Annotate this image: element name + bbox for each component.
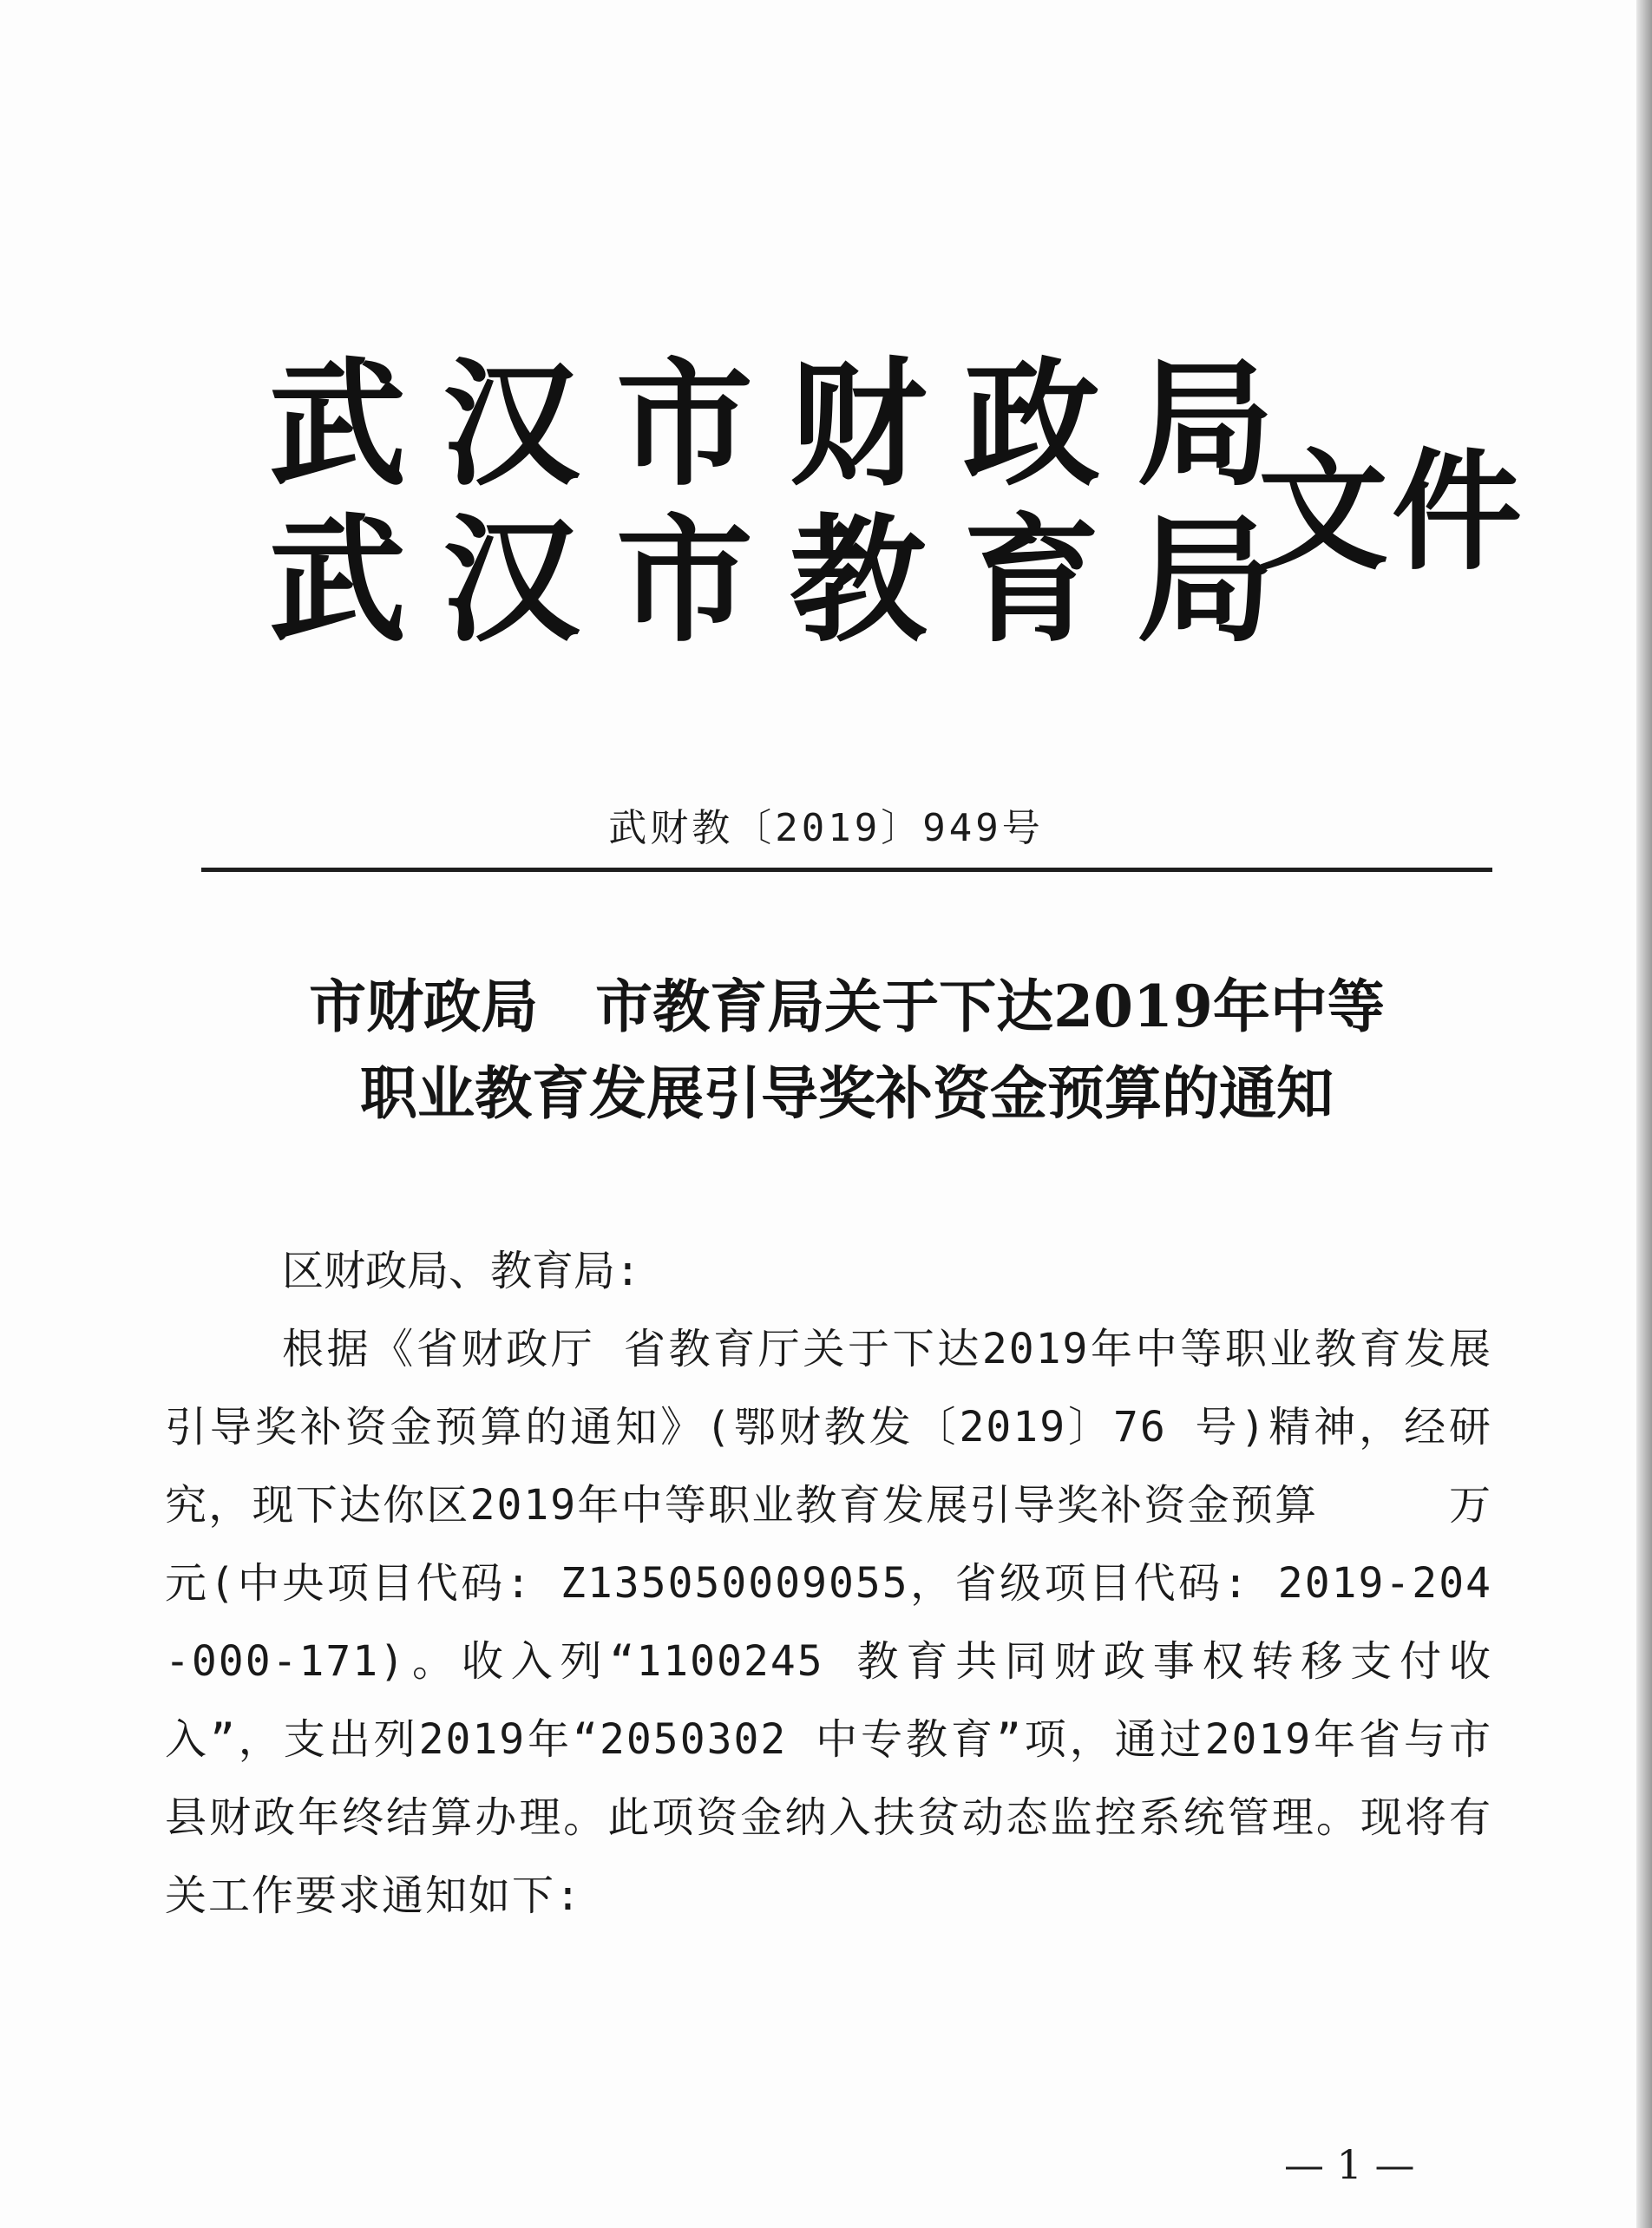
document-body — [165, 1232, 1492, 1935]
issuing-authorities — [269, 344, 1310, 661]
page-number: — 1 — — [1284, 2141, 1415, 2188]
document-number: 武财教〔2019〕949号 — [608, 806, 1044, 850]
title-line-1: 市财政局 市教育局关于下达2019年中等 — [309, 973, 1385, 1040]
document-type-label: 文件 — [1258, 436, 1526, 588]
title-line-2: 职业教育发展引导奖补资金预算的通知 — [360, 1059, 1334, 1127]
letterhead — [269, 344, 1526, 685]
scan-edge-shadow — [1636, 0, 1652, 2228]
addressee: 区财政局、教育局: — [282, 1247, 640, 1295]
header-divider-line — [201, 868, 1492, 872]
document-title — [201, 963, 1492, 1137]
issuer-finance-bureau: 武汉市财政局 — [269, 344, 1310, 505]
issuer-education-bureau: 武汉市教育局 — [269, 501, 1310, 661]
body-paragraph: 根据《省财政厅 省教育厅关于下达2019年中等职业教育发展引导奖补资金预算的通知》(鄂财教发〔2019〕76 号)精神，经研究，现下达你区2019年中等职业教育发展引导奖补资金预算 万元(中央项目代码: Z135050009055，省级项目代码: 2019-204-000-171)。收入列“1100245 教育共同财政事权转移支付收入”，支出列2019年“2050302 中专教育”项，通过2019年省与市县财政年终结算办理。此项资金纳入扶贫动态监控系统管理。现将有关工作要求通知如下: — [165, 1325, 1492, 1920]
